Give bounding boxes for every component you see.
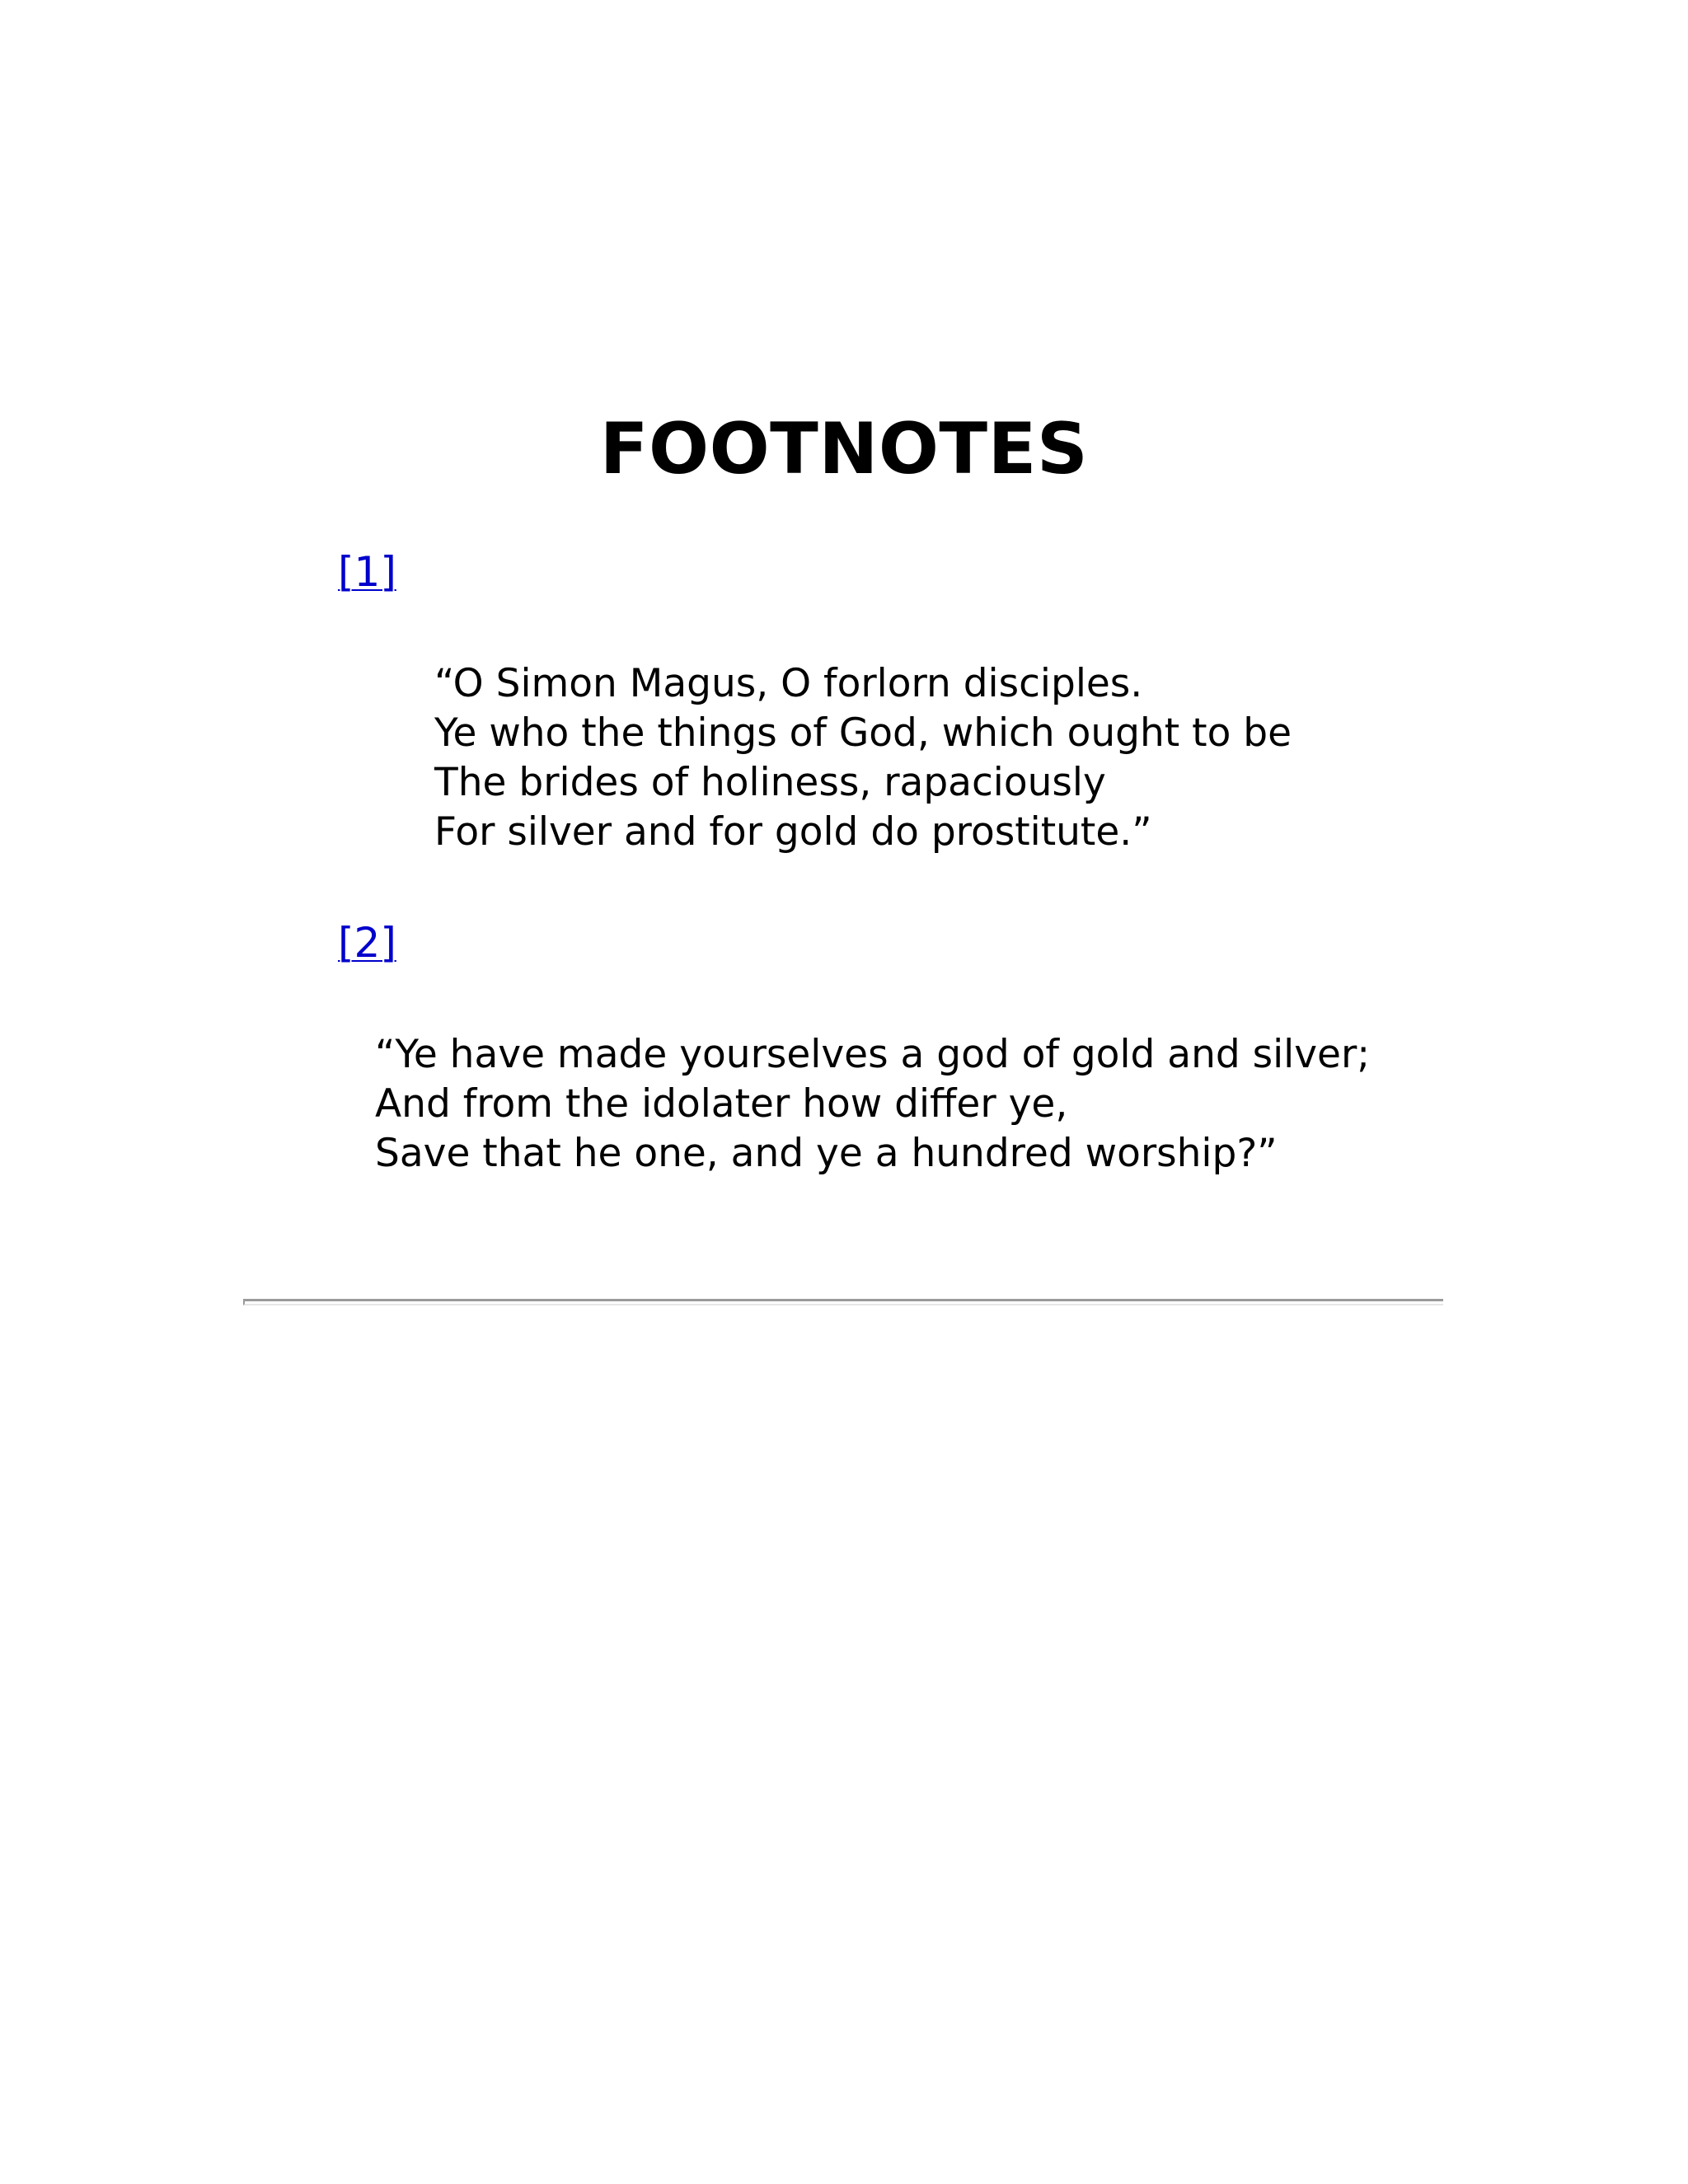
verse-line: Save that he one, and ye a hundred worship?”	[375, 1131, 1278, 1176]
verse-line: And from the idolater how differ ye,	[375, 1081, 1068, 1127]
verse-line: “O Simon Magus, O forlorn disciples.	[434, 661, 1143, 706]
footnote-link-2[interactable]: [2]	[338, 919, 396, 967]
page-title: FOOTNOTES	[599, 408, 1089, 490]
verse-line: For silver and for gold do prostitute.”	[434, 809, 1152, 855]
verse-line: The brides of holiness, rapaciously	[434, 760, 1106, 805]
footnote-2-verse	[375, 1030, 1370, 1179]
verse-line: “Ye have made yourselves a god of gold and silver;	[375, 1032, 1371, 1077]
footnote-link-1[interactable]: [1]	[338, 548, 396, 596]
horizontal-rule	[243, 1299, 1443, 1305]
footnote-1-verse	[434, 659, 1292, 857]
verse-line: Ye who the things of God, which ought to be	[434, 710, 1292, 756]
